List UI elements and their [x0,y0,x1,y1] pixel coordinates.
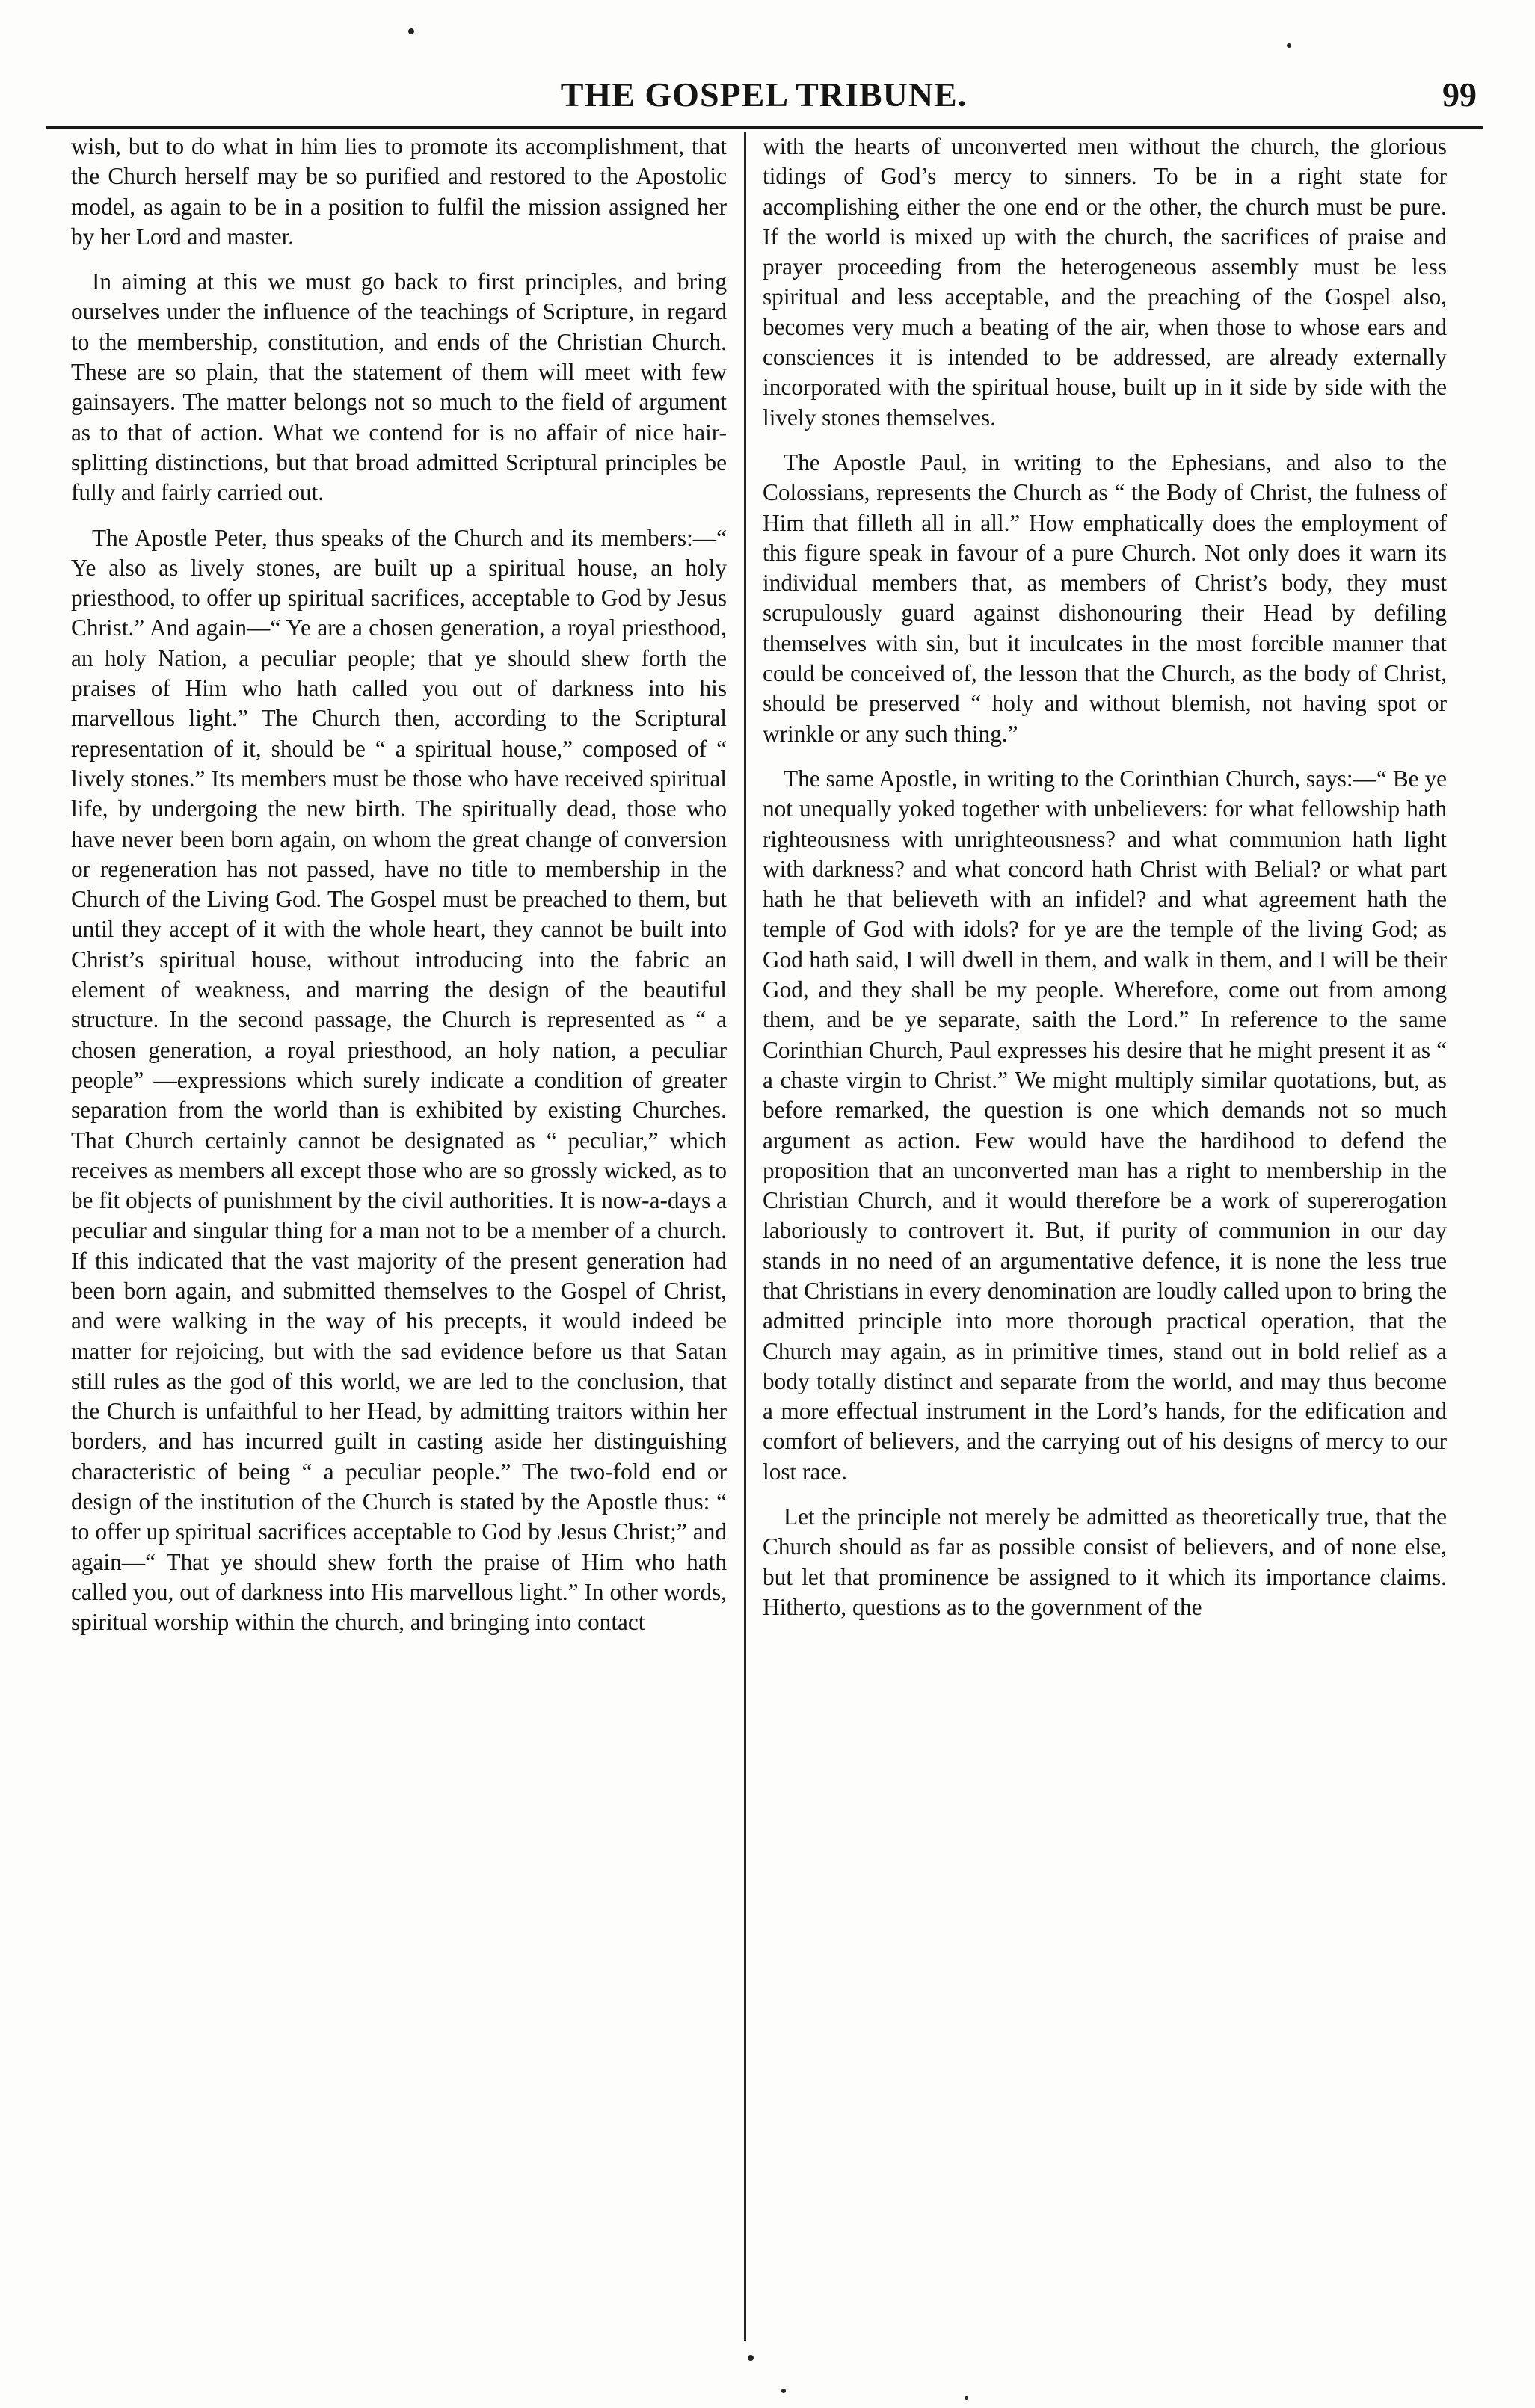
paragraph: The Apostle Peter, thus speaks of the Church and its members:—“ Ye also as lively stones, are built up a spiritual house, an holy priesthood, to offer up spiritual sacrifices, acceptable to God by Jesus Christ.” And again—“ Ye are a chosen generation, a royal priesthood, an holy Nation, a peculiar people; that ye should shew forth the praises of Him who hath called you out of darkness into his marvellous light.” The Church then, according to the Scriptural representation of it, should be “ a spiritual house,” composed of “ lively stones.” Its members must be those who have received spiritual life, by undergoing the new birth. The spiritually dead, those who have never been born again, on whom the great change of conversion or regeneration has not passed, have no title to membership in the Church of the Living God. The Gospel must be preached to them, but until they accept of it with the whole heart, they cannot be built into Christ’s spiritual house, without introducing into the fabric an element of weakness, and marring the design of the beautiful structure. In the second passage, the Church is represented as “ a chosen generation, a royal priesthood, an holy nation, a peculiar people” —expressions which surely indicate a condition of greater separation from the world than is exhibited by existing Churches. That Church certainly cannot be designated as “ peculiar,” which receives as members all except those who are so grossly wicked, as to be fit objects of punishment by the civil authorities. It is now-a-days a peculiar and singular thing for a man not to be a member of a church. If this indicated that the vast majority of the present generation had been born again, and submitted themselves to the Gospel of Christ, and were walking in the way of his precepts, it would indeed be matter for rejoicing, but with the sad evidence before us that Satan still rules as the god of this world, we are led to the conclusion, that the Church is unfaithful to her Head, by admitting traitors within her borders, and has incurred guilt in casting aside her distinguishing characteristic of being “ a peculiar people.” The two-fold end or design of the institution of the Church is stated by the Apostle thus: “ to offer up spiritual sacrifices acceptable to God by Jesus Christ;” and again—“ That ye should shew forth the praise of Him who hath called you, out of darkness into His marvellous light.” In other words, spiritual worship within the church, and bringing into contact [71,524,727,1636]
publication-title: THE GOSPEL TRIBUNE. [560,76,968,114]
page-header [45,75,1483,127]
header-rule [46,126,1483,129]
paragraph: Let the principle not merely be admitted as theoretically true, that the Church should as far as possible consist of believers, and of none else, but let that prominence be assigned to it which its importance claims. Hitherto, questions as to the government of the [763,1503,1447,1620]
paragraph: wish, but to do what in him lies to promote its accomplishment, that the Church herself may be so purified and restored to the Apostolic model, as again to be in a position to fulfil the mission assigned her by her Lord and master. [71,133,727,250]
paragraph: In aiming at this we must go back to first principles, and bring ourselves under the influence of the teachings of Scripture, in regard to the membership, constitution, and ends of the Christian Church. These are so plain, that the statement of them will meet with few gainsayers. The matter belongs not so much to the field of argument as to that of action. What we contend for is no affair of nice hair-splitting distinctions, but that broad admitted Scriptural principles be fully and fairly carried out. [71,268,727,506]
paragraph: with the hearts of unconverted men without the church, the glorious tidings of God’s mercy to sinners. To be in a right state for accomplishing either the one end or the other, the church must be pure. If the world is mixed up with the church, the sacrifices of praise and prayer proceeding from the heterogeneous assembly must be less spiritual and less acceptable, and the preaching of the Gospel also, becomes very much a beating of the air, when those to whose ears and consciences it is intended to be addressed, are already externally incorporated with the spiritual house, built up in it side by side with the lively stones themselves. [763,133,1447,431]
left-column [71,132,727,1653]
column-divider [744,132,746,2341]
right-column [763,132,1447,1637]
paragraph: The same Apostle, in writing to the Corinthian Church, says:—“ Be ye not unequally yoked together with unbelievers: for what fellowship hath righteousness with unrighteousness? and what communion hath light with darkness? and what concord hath Christ with Belial? or what part hath he that believeth with an infidel? and what agreement hath the temple of God with idols? for ye are the temple of the living God; as God hath said, I will dwell in them, and walk in them, and I will be their God, and they shall be my people. Wherefore, come out from among them, and be ye separate, saith the Lord.” In reference to the same Corinthian Church, Paul expresses his desire that he might present it as “ a chaste virgin to Christ.” We might multiply similar quotations, but, as before remarked, the question is one which demands not so much argument as action. Few would have the hardihood to defend the proposition that an unconverted man has a right to membership in the Christian Church, and it would therefore be a work of supererogation laboriously to controvert it. But, if purity of communion in our day stands in no need of an argumentative defence, it is none the less true that Christians in every denomination are loudly called upon to bring the admitted principle into more thorough practical operation, that the Church may again, as in primitive times, stand out in bold relief as a body totally distinct and separate from the world, and may thus become a more effectual instrument in the Lord’s hands, for the edification and comfort of believers, and the carrying out of his designs of mercy to our lost race. [763,765,1447,1485]
paragraph: The Apostle Paul, in writing to the Ephesians, and also to the Colossians, represents the Church as “ the Body of Christ, the fulness of Him that filleth all in all.” How emphatically does the employment of this figure speak in favour of a pure Church. Not only does it warn its individual members that, as members of Christ’s body, they must scrupulously guard against dishonouring their Head by defiling themselves with sin, but it inculcates in the most forcible manner that could be conceived of, the lesson that the Church, as the body of Christ, should be preserved “ holy and without blemish, not having spot or wrinkle or any such thing.” [763,449,1447,747]
page-number: 99 [1442,76,1477,114]
